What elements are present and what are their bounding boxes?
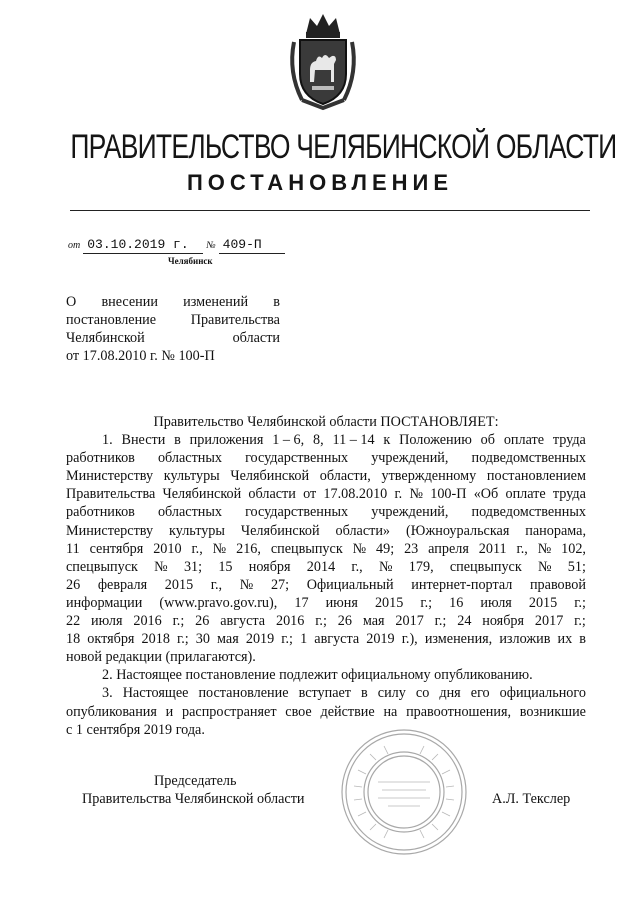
government-title: ПРАВИТЕЛЬСТВО ЧЕЛЯБИНСКОЙ ОБЛАСТИ [70, 128, 617, 166]
text-line: 18 октября 2018 г.; 30 мая 2019 г.; 1 августа 2019 г.), изменения, изложив их в [66, 631, 586, 648]
text-line: 22 июля 2016 г.; 26 августа 2016 г.; 26 мая 2017 г.; 24 ноября 2017 г.; [66, 613, 586, 630]
document-kind: ПОСТАНОВЛЕНИЕ [186, 170, 454, 195]
text-line: работников областных государственных учреждений, подведомственных [66, 504, 586, 521]
text-line: 11 сентября 2010 г., № 216, спецвыпуск № 49; 23 апреля 2011 г., № 102, [66, 540, 586, 557]
text-line: 26 февраля 2015 г., № 27; Официальный интернет-портал правовой [66, 576, 586, 593]
date-value: 03.10.2019 г. [83, 237, 203, 254]
paragraph-item-1-last-line: новой редакции (прилагаются). [66, 649, 256, 666]
coat-of-arms-icon [284, 12, 362, 112]
text-line: Министерству культуры Челябинской области, утвержденному постановлением [66, 468, 586, 485]
text-line: работников областных государственных учреждений, подведомственных [66, 450, 586, 467]
text-line: 3. Настоящее постановление вступает в силу со дня его официального [102, 685, 586, 702]
paragraph-item-1 [66, 431, 586, 648]
text-line: 1. Внести в приложения 1 – 6, 8, 11 – 14 к Положению об оплате труда [102, 432, 586, 449]
text-line: Правительства Челябинской области от 17.08.2010 г. № 100-П «Об оплате труда [66, 486, 586, 503]
paragraph-item-3-last-line: с 1 сентября 2019 года. [66, 721, 205, 738]
subject-line: Челябинской области [66, 330, 280, 346]
document-body [66, 413, 586, 739]
signatory-name: А.Л. Текслер [492, 791, 571, 807]
text-line: спецвыпуск № 31; 15 ноября 2014 г., № 179, спецвыпуск № 51; [66, 558, 586, 575]
number-label: № [206, 240, 216, 251]
text-line: Министерству культуры Челябинской области» (Южноуральская панорама, [66, 522, 586, 539]
paragraph-item-3 [66, 684, 586, 720]
subject-line: О внесении изменений в [66, 294, 280, 310]
subject-line: постановление Правительства [66, 312, 280, 328]
preamble: Правительство Челябинской области ПОСТАНОВЛЯЕТ: [153, 414, 499, 430]
text-line: опубликования и распространяет свое действие на правоотношения, возникшие [66, 703, 586, 720]
signatory-title-line-1: Председатель [154, 773, 237, 789]
number-value: 409-П [219, 237, 285, 254]
date-number-line [68, 237, 285, 254]
text-line: информации (www.pravo.gov.ru), 17 июня 2015 г.; 16 июля 2015 г.; [66, 594, 586, 611]
subject-line: от 17.08.2010 г. № 100-П [66, 348, 215, 364]
signatory-title-line-2: Правительства Челябинской области [82, 791, 305, 807]
city-label: Челябинск [168, 256, 213, 266]
header-divider [70, 210, 590, 211]
official-seal-icon [338, 726, 470, 858]
subject-block [66, 293, 280, 365]
date-label: от [68, 240, 81, 251]
paragraph-item-2: 2. Настоящее постановление подлежит официальному опубликованию. [102, 667, 533, 684]
